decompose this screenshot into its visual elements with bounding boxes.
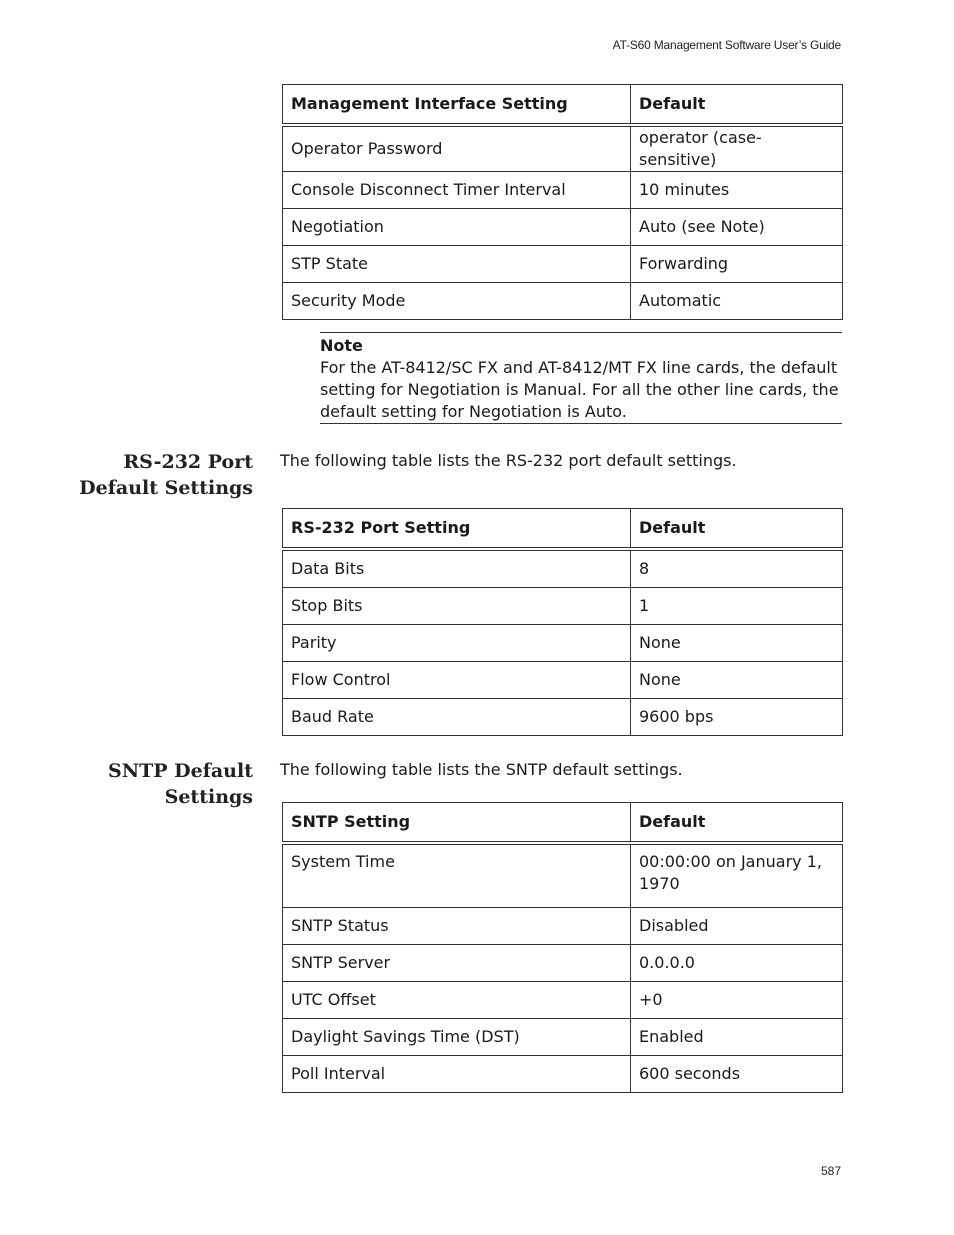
setting-cell: Poll Interval: [283, 1056, 631, 1093]
note-title: Note: [320, 336, 363, 355]
default-cell: Enabled: [631, 1019, 843, 1056]
default-cell: None: [631, 625, 843, 662]
default-cell: Automatic: [631, 283, 843, 320]
table-row: [283, 1019, 843, 1056]
heading-line: RS-232 Port: [123, 451, 253, 473]
table-row: [283, 625, 843, 662]
setting-cell: Operator Password: [283, 125, 631, 172]
rs232-section-heading: [60, 449, 253, 501]
table-row: [283, 982, 843, 1019]
table-row: [283, 246, 843, 283]
default-cell: Disabled: [631, 908, 843, 945]
table-row: [283, 125, 843, 172]
note-box: [320, 332, 842, 424]
column-header-default: Default: [631, 509, 843, 550]
default-cell: None: [631, 662, 843, 699]
setting-cell: SNTP Server: [283, 945, 631, 982]
setting-cell: SNTP Status: [283, 908, 631, 945]
sntp-settings-table: [282, 802, 843, 1093]
table-row: [283, 588, 843, 625]
default-cell: 00:00:00 on January 1, 1970: [631, 843, 843, 908]
page-number: 587: [820, 1164, 841, 1178]
column-header-default: Default: [631, 85, 843, 126]
setting-cell: Baud Rate: [283, 699, 631, 736]
default-cell: 9600 bps: [631, 699, 843, 736]
setting-cell: STP State: [283, 246, 631, 283]
default-cell: Auto (see Note): [631, 209, 843, 246]
table-row: [283, 549, 843, 588]
table-row: [283, 283, 843, 320]
management-settings-table: [282, 84, 843, 320]
setting-cell: Stop Bits: [283, 588, 631, 625]
setting-cell: Flow Control: [283, 662, 631, 699]
default-cell: 0.0.0.0: [631, 945, 843, 982]
default-cell: Forwarding: [631, 246, 843, 283]
note-body: For the AT-8412/SC FX and AT-8412/MT FX line cards, the default setting for Negotiation is Manual. For all the other line cards, the default setting for Negotiation is Auto.: [320, 358, 839, 421]
table-header-row: [283, 803, 843, 844]
setting-cell: Console Disconnect Timer Interval: [283, 172, 631, 209]
table-header-row: [283, 85, 843, 126]
default-cell: 1: [631, 588, 843, 625]
table-row: [283, 843, 843, 908]
heading-line: Settings: [164, 786, 253, 808]
setting-cell: Security Mode: [283, 283, 631, 320]
default-cell: 10 minutes: [631, 172, 843, 209]
default-cell: operator (case-sensitive): [631, 125, 843, 172]
setting-cell: Daylight Savings Time (DST): [283, 1019, 631, 1056]
table-row: [283, 662, 843, 699]
default-cell: 8: [631, 549, 843, 588]
default-cell: +0: [631, 982, 843, 1019]
column-header-default: Default: [631, 803, 843, 844]
rs232-settings-table: [282, 508, 843, 736]
table-row: [283, 699, 843, 736]
setting-cell: UTC Offset: [283, 982, 631, 1019]
heading-line: Default Settings: [79, 477, 253, 499]
table-row: [283, 172, 843, 209]
table-row: [283, 209, 843, 246]
default-cell: 600 seconds: [631, 1056, 843, 1093]
setting-cell: Parity: [283, 625, 631, 662]
setting-cell: Data Bits: [283, 549, 631, 588]
sntp-section-heading: [60, 758, 253, 810]
sntp-intro-text: The following table lists the SNTP default settings.: [280, 760, 683, 779]
rs232-intro-text: The following table lists the RS-232 port default settings.: [280, 451, 737, 470]
column-header-setting: Management Interface Setting: [283, 85, 631, 126]
setting-cell: System Time: [283, 843, 631, 908]
setting-cell: Negotiation: [283, 209, 631, 246]
table-row: [283, 908, 843, 945]
table-header-row: [283, 509, 843, 550]
column-header-setting: SNTP Setting: [283, 803, 631, 844]
column-header-setting: RS-232 Port Setting: [283, 509, 631, 550]
table-row: [283, 1056, 843, 1093]
table-row: [283, 945, 843, 982]
heading-line: SNTP Default: [108, 760, 253, 782]
running-header: AT-S60 Management Software User’s Guide: [612, 38, 841, 52]
